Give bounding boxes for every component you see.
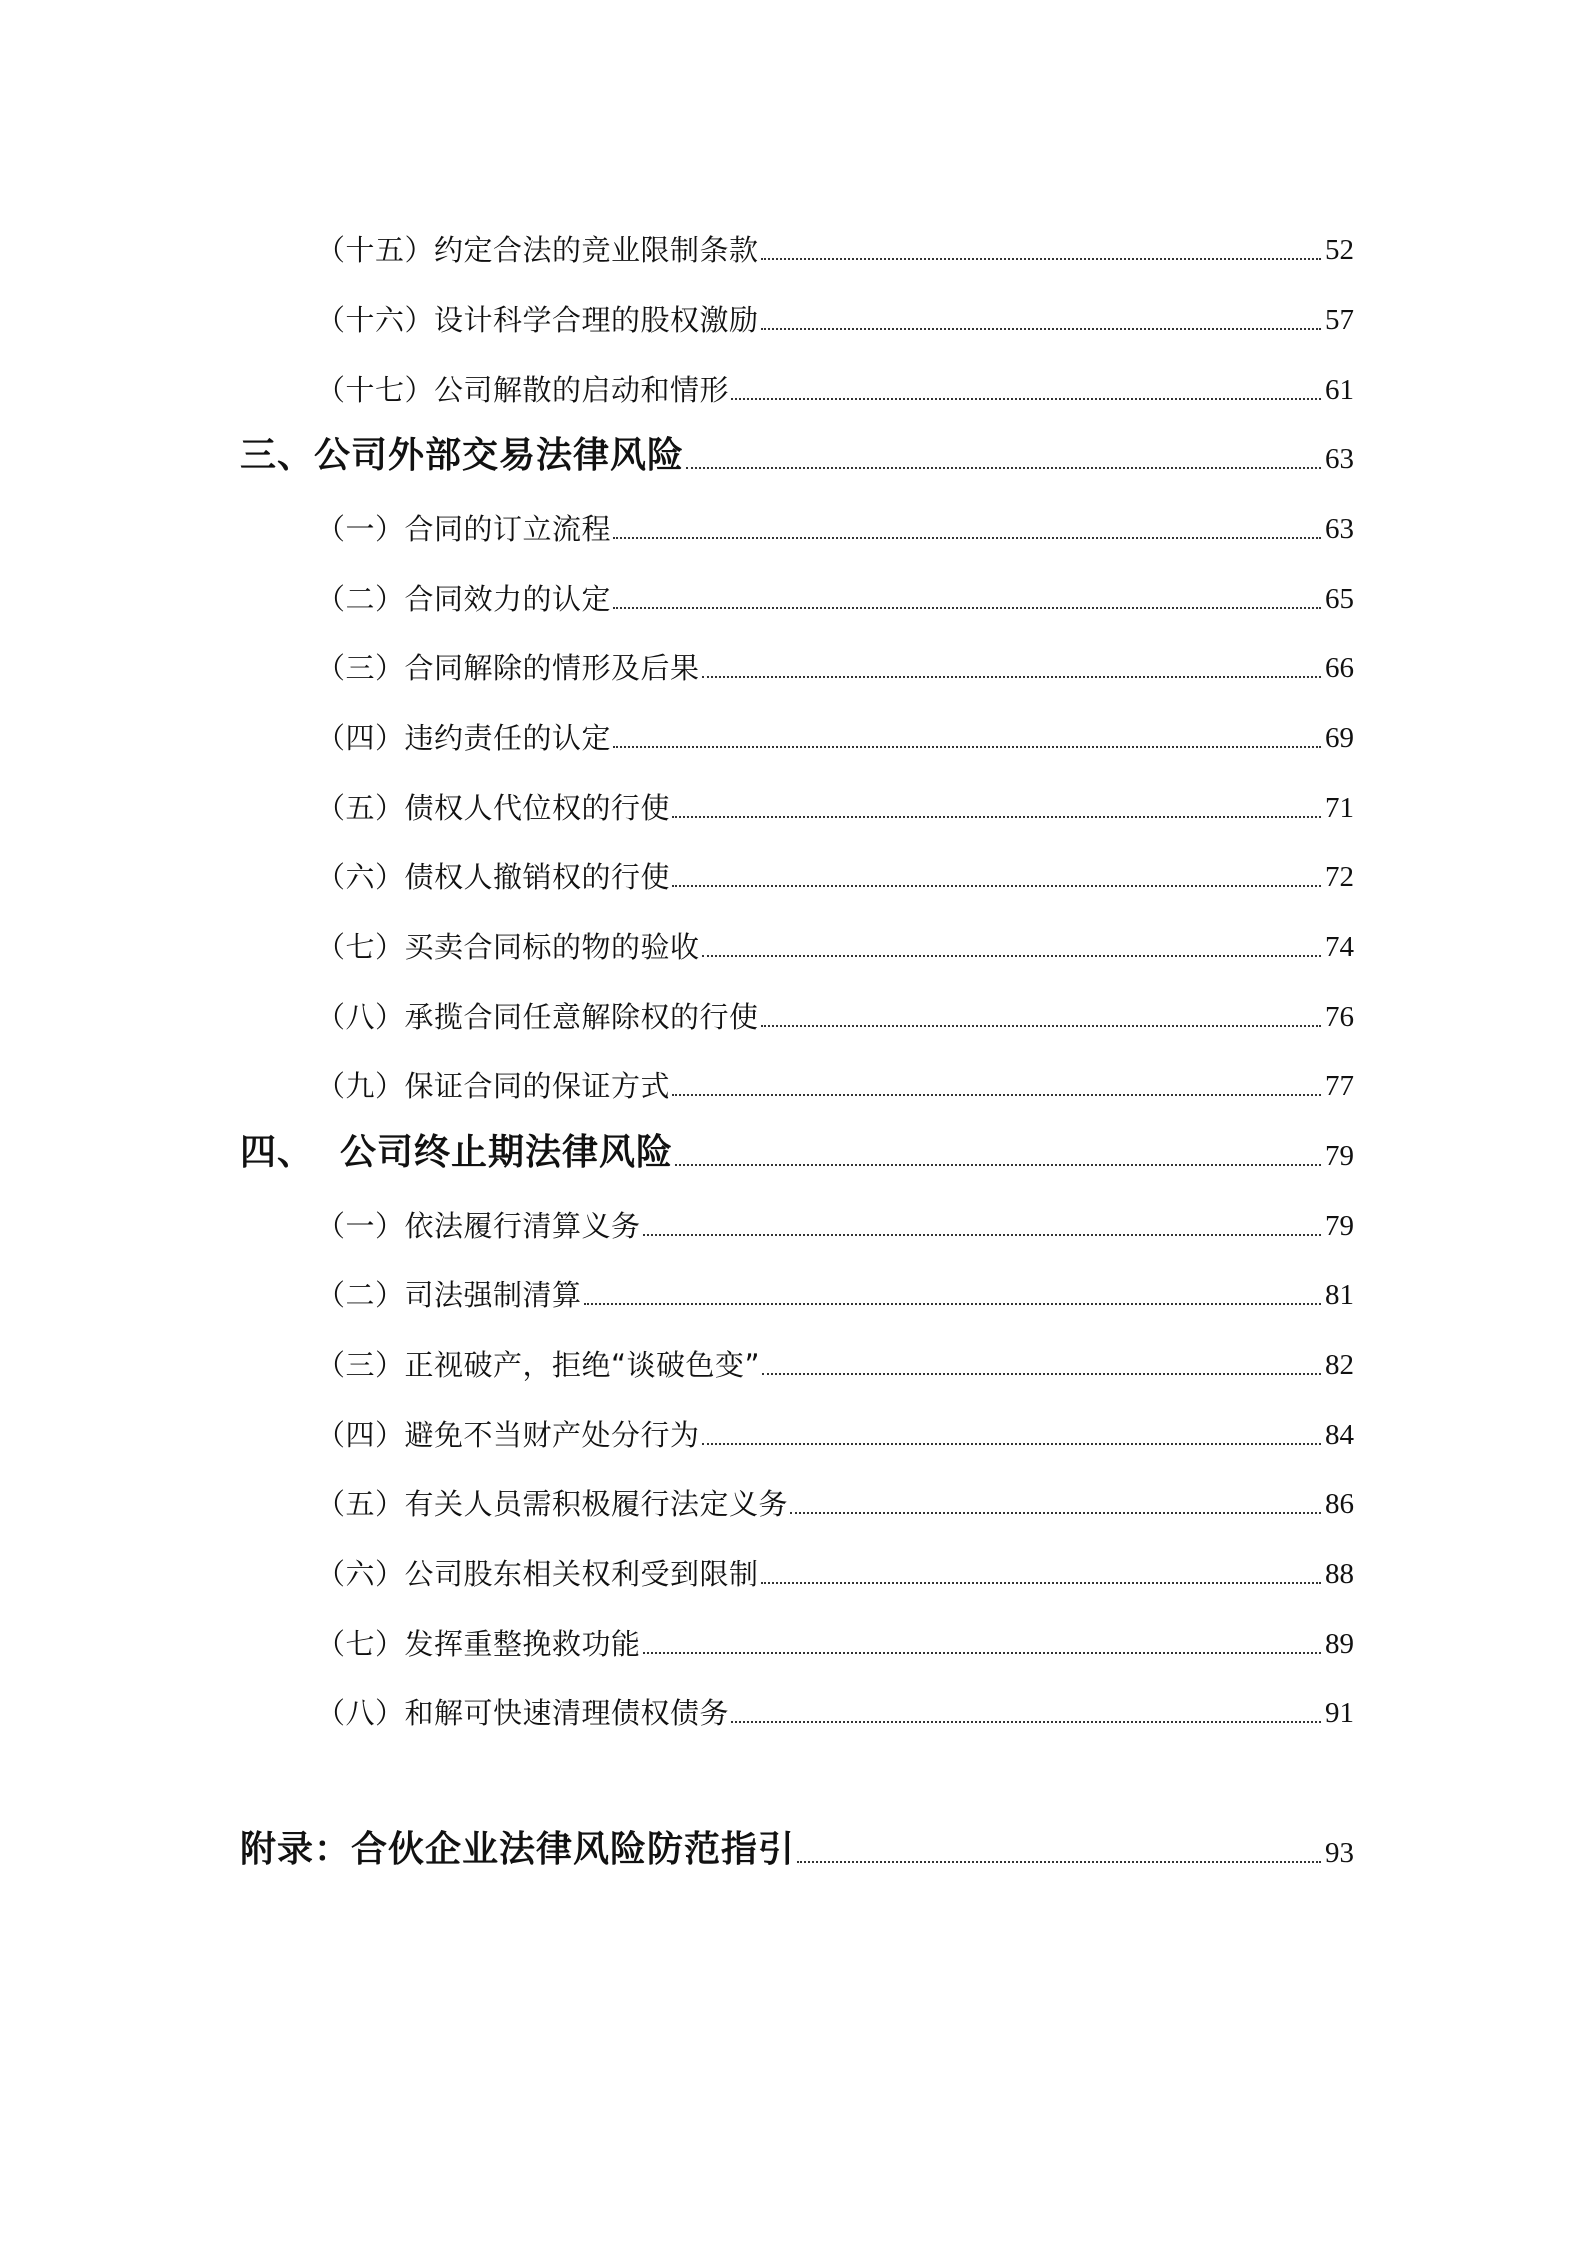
toc-page-number: 74 — [1325, 931, 1354, 963]
toc-section-title: 附录：合伙企业法律风险防范指引 — [240, 1829, 796, 1870]
toc-entry-title: （四）避免不当财产处分行为 — [316, 1418, 700, 1452]
dot-leader — [762, 1373, 1321, 1375]
dot-leader — [686, 467, 1321, 469]
toc-entry-title: （二）合同效力的认定 — [316, 582, 612, 616]
toc-page-number: 91 — [1325, 1697, 1354, 1729]
dot-leader — [731, 398, 1321, 400]
toc-page-number: 57 — [1325, 304, 1354, 336]
dot-leader — [797, 1861, 1321, 1863]
toc-entry[interactable] — [316, 1320, 1354, 1380]
toc-entry-title: （八）承揽合同任意解除权的行使 — [316, 1000, 759, 1034]
toc-entry-title: （六）公司股东相关权利受到限制 — [316, 1557, 759, 1591]
dot-leader — [702, 1443, 1321, 1445]
dot-leader — [613, 537, 1321, 539]
toc-entry[interactable] — [316, 205, 1354, 265]
toc-section-title: 三、公司外部交易法律风险 — [240, 435, 685, 476]
toc-entry[interactable] — [316, 623, 1354, 683]
toc-section-number: 四、 — [240, 1132, 315, 1173]
toc-entry-title: （五）债权人代位权的行使 — [316, 791, 671, 825]
toc-page-number: 79 — [1325, 1210, 1354, 1242]
toc-entry-title: （六）债权人撤销权的行使 — [316, 860, 671, 894]
toc-section-heading[interactable] — [240, 414, 1354, 474]
toc-entry-title: （十五）约定合法的竞业限制条款 — [316, 233, 759, 267]
toc-entry-title: （三）合同解除的情形及后果 — [316, 651, 700, 685]
toc-entry-title: （八）和解可快速清理债权债务 — [316, 1696, 730, 1730]
toc-entry-title: （一）依法履行清算义务 — [316, 1209, 641, 1243]
toc-page-number: 86 — [1325, 1488, 1354, 1520]
dot-leader — [613, 746, 1321, 748]
toc-entry-title: （七）买卖合同标的物的验收 — [316, 930, 700, 964]
dot-leader — [643, 1234, 1321, 1236]
toc-entry[interactable] — [316, 1041, 1354, 1101]
toc-entry[interactable] — [316, 554, 1354, 614]
dot-leader — [613, 607, 1321, 609]
toc-page-number: 66 — [1325, 652, 1354, 684]
dot-leader — [675, 1164, 1321, 1166]
toc-page-number: 77 — [1325, 1070, 1354, 1102]
toc-entry[interactable] — [316, 902, 1354, 962]
toc-page-number: 88 — [1325, 1558, 1354, 1590]
toc-page-number: 76 — [1325, 1001, 1354, 1033]
toc-page-number: 63 — [1325, 513, 1354, 545]
dot-leader — [584, 1303, 1321, 1305]
dot-leader — [643, 1652, 1321, 1654]
toc-entry[interactable] — [316, 763, 1354, 823]
toc-entry-title: （十六）设计科学合理的股权激励 — [316, 303, 759, 337]
dot-leader — [672, 885, 1321, 887]
toc-entry-title: （七）发挥重整挽救功能 — [316, 1627, 641, 1661]
dot-leader — [731, 1721, 1321, 1723]
toc-entry[interactable] — [316, 1250, 1354, 1310]
toc-entry-title: （三）正视破产，拒绝“谈破色变” — [316, 1348, 761, 1382]
toc-entry[interactable] — [316, 832, 1354, 892]
toc-entry[interactable] — [316, 693, 1354, 753]
toc-entry-title: （九）保证合同的保证方式 — [316, 1069, 671, 1103]
toc-page-number: 81 — [1325, 1279, 1354, 1311]
toc-entry[interactable] — [316, 1668, 1354, 1728]
toc-entry[interactable] — [316, 1181, 1354, 1241]
toc-page-number: 72 — [1325, 861, 1354, 893]
toc-entry[interactable] — [316, 1529, 1354, 1589]
dot-leader — [790, 1512, 1321, 1514]
toc-page-number: 69 — [1325, 722, 1354, 754]
toc-entry-title: （五）有关人员需积极履行法定义务 — [316, 1487, 789, 1521]
toc-entry[interactable] — [316, 972, 1354, 1032]
toc-entry-title: （一）合同的订立流程 — [316, 512, 612, 546]
toc-page-number: 89 — [1325, 1628, 1354, 1660]
toc-page-number: 63 — [1325, 443, 1354, 475]
toc-page-number: 82 — [1325, 1349, 1354, 1381]
toc-page-number: 52 — [1325, 234, 1354, 266]
toc-section-title: 公司终止期法律风险 — [340, 1132, 674, 1173]
toc-entry[interactable] — [316, 1459, 1354, 1519]
dot-leader — [672, 1094, 1321, 1096]
dot-leader — [702, 955, 1321, 957]
toc-page-number: 93 — [1325, 1837, 1354, 1869]
dot-leader — [761, 328, 1321, 330]
dot-leader — [761, 1025, 1321, 1027]
toc-section-heading[interactable] — [240, 1111, 1354, 1171]
toc-entry[interactable] — [316, 1599, 1354, 1659]
dot-leader — [761, 1582, 1321, 1584]
toc-entry[interactable] — [316, 1390, 1354, 1450]
dot-leader — [702, 676, 1321, 678]
toc-entry[interactable] — [316, 275, 1354, 335]
dot-leader — [761, 258, 1321, 260]
toc-appendix-heading[interactable] — [240, 1808, 1354, 1868]
toc-entry-title: （四）违约责任的认定 — [316, 721, 612, 755]
toc-entry-title: （十七）公司解散的启动和情形 — [316, 373, 730, 407]
toc-entry-title: （二）司法强制清算 — [316, 1278, 582, 1312]
toc-entry[interactable] — [316, 345, 1354, 405]
toc-page-number: 61 — [1325, 374, 1354, 406]
toc-page-number: 79 — [1325, 1140, 1354, 1172]
toc-entry[interactable] — [316, 484, 1354, 544]
toc-page-number: 65 — [1325, 583, 1354, 615]
dot-leader — [672, 816, 1321, 818]
toc-page-number: 84 — [1325, 1419, 1354, 1451]
toc-page-number: 71 — [1325, 792, 1354, 824]
